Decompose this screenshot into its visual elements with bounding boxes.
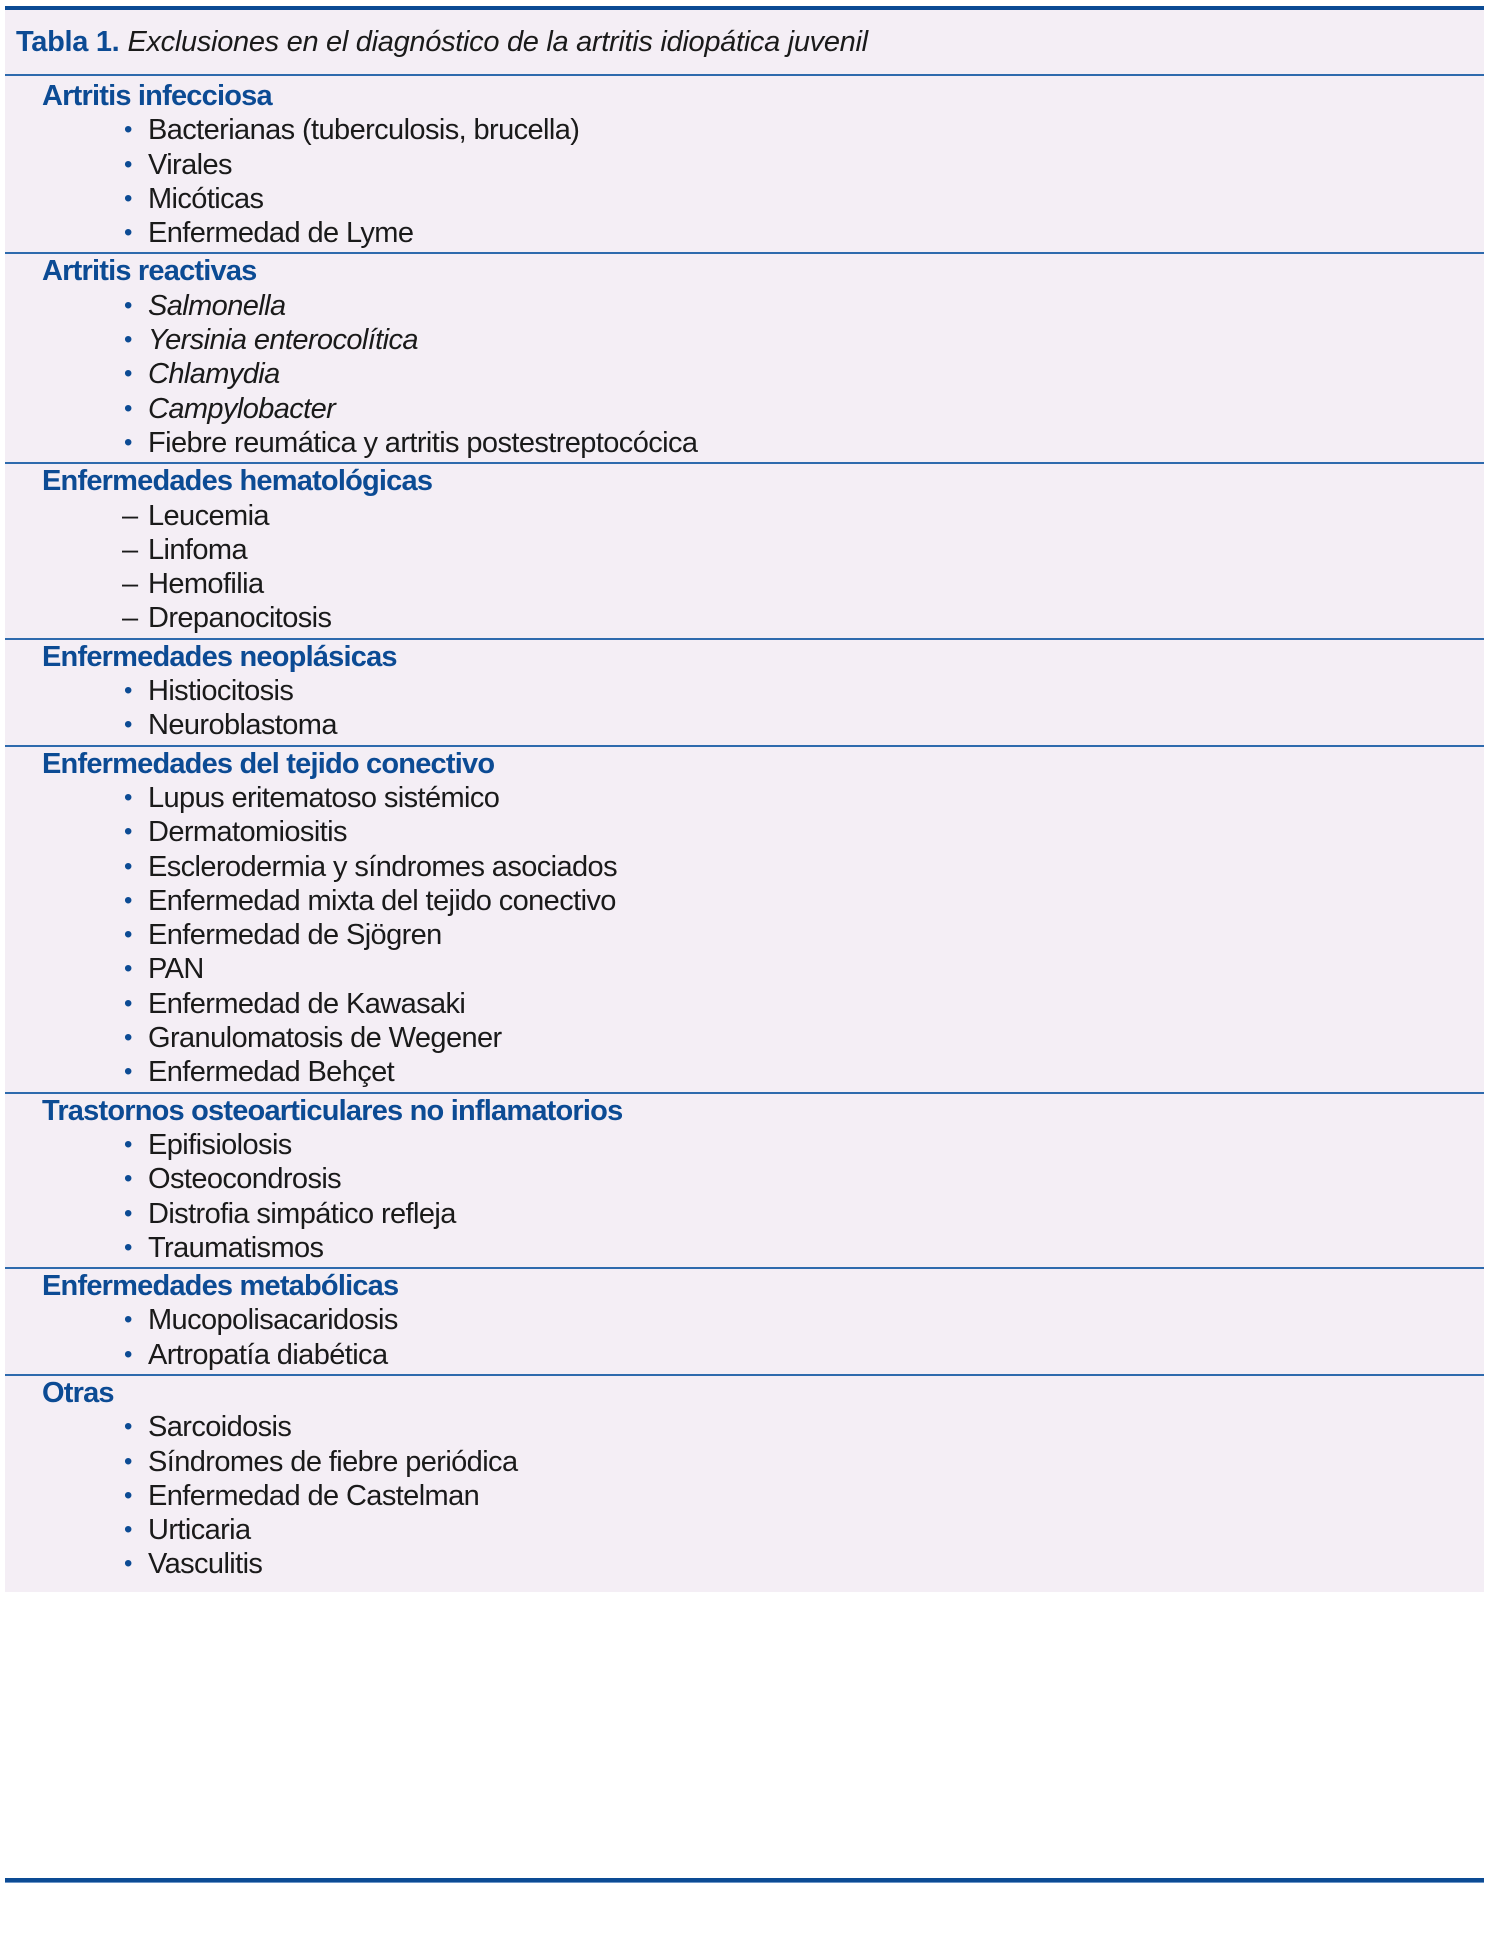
- list-item: • Virales: [124, 148, 232, 181]
- list-item: • Neuroblastoma: [124, 709, 337, 742]
- dash-icon: –: [122, 602, 138, 635]
- bullet-icon: •: [124, 955, 132, 983]
- bullet-icon: •: [124, 818, 132, 846]
- section-heading: Trastornos osteoarticulares no inflamatorios: [42, 1094, 623, 1127]
- bullet-icon: •: [124, 783, 132, 811]
- list-item: • Granulomatosis de Wegener: [124, 1022, 502, 1055]
- list-item: • PAN: [124, 953, 204, 986]
- bullet-icon: •: [124, 1024, 132, 1052]
- list-item: • Síndromes de fiebre periódica: [124, 1445, 518, 1478]
- bullet-icon: •: [124, 1233, 132, 1261]
- list-item: • Enfermedad de Kawasaki: [124, 987, 466, 1020]
- list-item: • Traumatismos: [124, 1231, 324, 1264]
- table-bottom-rule-thin: [5, 1882, 1484, 1883]
- list-item: • Enfermedad Behçet: [124, 1056, 395, 1089]
- list-item: – Hemofilia: [122, 568, 264, 601]
- list-item: • Enfermedad de Castelman: [124, 1479, 480, 1512]
- bullet-icon: •: [124, 1413, 132, 1441]
- bullet-icon: •: [124, 1481, 132, 1509]
- section-trastornos-osteoarticulares: [5, 1094, 1484, 1269]
- list-item: • Campylobacter: [124, 392, 336, 425]
- section-artritis-infecciosa: [5, 76, 1484, 254]
- list-item: • Epifisiolosis: [124, 1128, 292, 1161]
- bullet-icon: •: [124, 1550, 132, 1578]
- bullet-icon: •: [124, 1165, 132, 1193]
- list-item: – Linfoma: [122, 533, 247, 566]
- section-heading: Enfermedades hematológicas: [42, 465, 433, 498]
- bullet-icon: •: [124, 219, 132, 247]
- bullet-icon: •: [124, 1516, 132, 1544]
- list-item: • Yersinia enterocolítica: [124, 324, 418, 357]
- list-item: • Chlamydia: [124, 358, 280, 391]
- list-item: • Mucopolisacaridosis: [124, 1304, 398, 1337]
- section-artritis-reactivas: [5, 254, 1484, 464]
- bullet-icon: •: [124, 150, 132, 178]
- list-item: • Dermatomiositis: [124, 816, 347, 849]
- list-item: • Bacterianas (tuberculosis, brucella): [124, 114, 580, 147]
- bullet-icon: •: [124, 428, 132, 456]
- list-item: • Salmonella: [124, 289, 286, 322]
- bullet-icon: •: [124, 921, 132, 949]
- exclusions-table: [5, 6, 1484, 1592]
- dash-icon: –: [122, 499, 138, 532]
- list-item: • Esclerodermia y síndromes asociados: [124, 850, 617, 883]
- section-heading: Artritis reactivas: [42, 255, 257, 288]
- section-otras: [5, 1376, 1484, 1592]
- bullet-icon: •: [124, 1130, 132, 1158]
- bullet-icon: •: [124, 1199, 132, 1227]
- section-enfermedades-neoplasicas: [5, 640, 1484, 747]
- section-enfermedades-hematologicas: [5, 464, 1484, 639]
- table-label: Tabla 1.: [16, 25, 120, 58]
- list-item: • Lupus eritematoso sistémico: [124, 781, 500, 814]
- section-heading: Artritis infecciosa: [42, 80, 272, 112]
- section-enfermedades-metabolicas: [5, 1269, 1484, 1376]
- bullet-icon: •: [124, 291, 132, 319]
- list-item: • Enfermedad de Sjögren: [124, 919, 442, 952]
- bullet-icon: •: [124, 711, 132, 739]
- table-caption: [5, 10, 1484, 76]
- section-heading: Enfermedades neoplásicas: [42, 640, 397, 673]
- list-item: • Artropatía diabética: [124, 1338, 388, 1371]
- section-heading: Enfermedades metabólicas: [42, 1270, 399, 1303]
- bullet-icon: •: [124, 852, 132, 880]
- list-item: – Drepanocitosis: [122, 602, 332, 635]
- bullet-icon: •: [124, 1306, 132, 1334]
- list-item: • Urticaria: [124, 1514, 251, 1547]
- list-item: • Histiocitosis: [124, 675, 294, 708]
- bullet-icon: •: [124, 394, 132, 422]
- section-tejido-conectivo: [5, 747, 1484, 1094]
- bullet-icon: •: [124, 326, 132, 354]
- bullet-icon: •: [124, 677, 132, 705]
- bullet-icon: •: [124, 989, 132, 1017]
- list-item: • Enfermedad de Lyme: [124, 217, 414, 250]
- bullet-icon: •: [124, 1340, 132, 1368]
- list-item: – Leucemia: [122, 499, 269, 532]
- bullet-icon: •: [124, 116, 132, 144]
- bullet-icon: •: [124, 360, 132, 388]
- list-item: • Sarcoidosis: [124, 1411, 292, 1444]
- bullet-icon: •: [124, 1058, 132, 1086]
- dash-icon: –: [122, 568, 138, 601]
- bullet-icon: •: [124, 886, 132, 914]
- table-title: Exclusiones en el diagnóstico de la artritis idiopática juvenil: [127, 25, 868, 58]
- list-item: • Micóticas: [124, 182, 264, 215]
- list-item: • Distrofia simpático refleja: [124, 1197, 456, 1230]
- dash-icon: –: [122, 533, 138, 566]
- list-item: • Osteocondrosis: [124, 1163, 342, 1196]
- list-item: • Vasculitis: [124, 1548, 263, 1581]
- list-item: • Fiebre reumática y artritis postestreptocócica: [124, 426, 698, 459]
- bullet-icon: •: [124, 184, 132, 212]
- section-heading: Otras: [42, 1376, 114, 1409]
- section-heading: Enfermedades del tejido conectivo: [42, 747, 495, 780]
- list-item: • Enfermedad mixta del tejido conectivo: [124, 884, 616, 917]
- bullet-icon: •: [124, 1447, 132, 1475]
